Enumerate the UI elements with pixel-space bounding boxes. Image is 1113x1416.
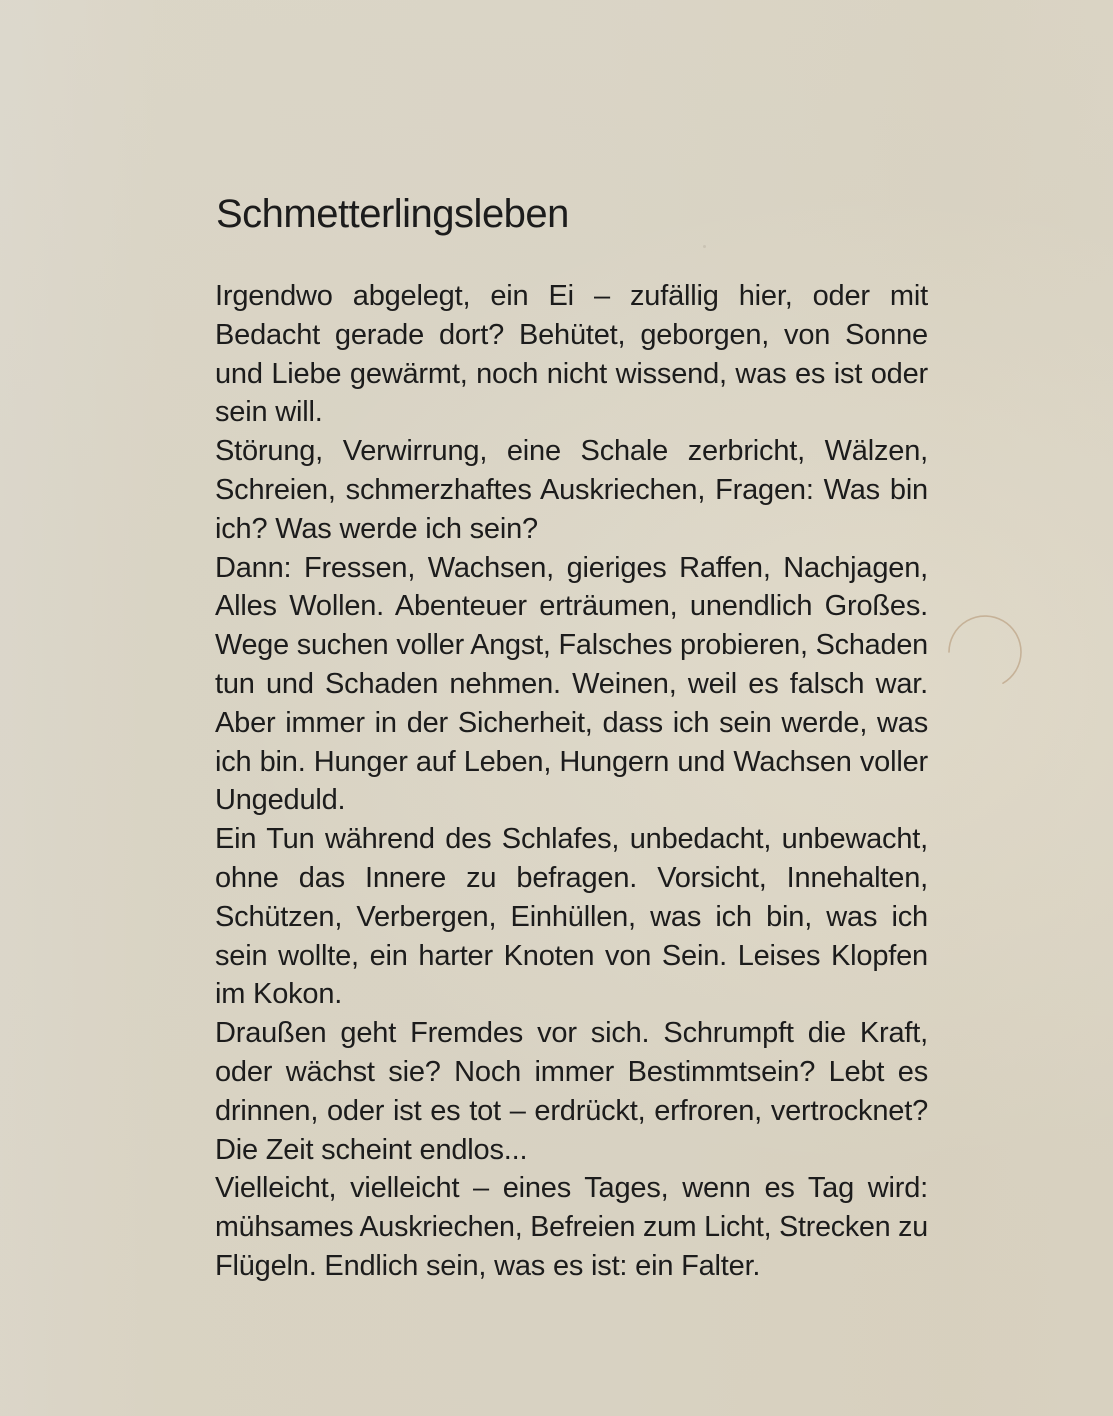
text-line: oder wächst sie? Noch immer Bestimmtsein? Lebt es (215, 1055, 928, 1088)
text-line: ich? Was werde ich sein? (215, 512, 538, 545)
text-line: Flügeln. Endlich sein, was es ist: ein Falter. (215, 1249, 761, 1282)
text-line: im Kokon. (215, 978, 343, 1011)
text-line: Schreien, schmerzhaftes Auskriechen, Fragen: Was bin (215, 473, 928, 506)
text-line: sein wollte, ein harter Knoten von Sein. Leises Klopfen (215, 939, 928, 972)
ring-stain-arc (949, 616, 1021, 683)
text-line: Irgendwo abgelegt, ein Ei – zufällig hier, oder mit (215, 280, 928, 312)
text-line: sein will. (215, 396, 323, 429)
text-line: ich bin. Hunger auf Leben, Hungern und Wachsen voller (215, 745, 928, 778)
text-line: Bedacht gerade dort? Behütet, geborgen, von Sonne (215, 318, 928, 351)
text-line: Dann: Fressen, Wachsen, gieriges Raffen, Nachjagen, (215, 551, 928, 584)
ring-stain-mark (947, 614, 1025, 694)
text-line: Alles Wollen. Abenteuer erträumen, unendlich Großes. (215, 590, 928, 623)
text-line: tun und Schaden nehmen. Weinen, weil es falsch war. (215, 667, 928, 700)
text-line: Schützen, Verbergen, Einhüllen, was ich bin, was ich (215, 900, 928, 933)
text-line: Draußen geht Fremdes vor sich. Schrumpft die Kraft, (215, 1017, 928, 1050)
text-line: Ein Tun während des Schlafes, unbedacht, unbewacht, (215, 823, 928, 856)
text-line: Ungeduld. (215, 784, 346, 817)
text-line: Aber immer in der Sicherheit, dass ich sein werde, was (215, 706, 928, 739)
page-title: Schmetterlingsleben (216, 192, 569, 236)
text-line: Vielleicht, vielleicht – eines Tages, wenn es Tag wird: (215, 1172, 928, 1205)
paper-speck (703, 245, 706, 248)
text-line: und Liebe gewärmt, noch nicht wissend, was es ist oder (215, 357, 928, 390)
text-line: Störung, Verwirrung, eine Schale zerbricht, Wälzen, (215, 435, 928, 468)
text-line: Wege suchen voller Angst, Falsches probieren, Schaden (215, 629, 928, 662)
body-text (215, 277, 928, 1286)
text-line: ohne das Innere zu befragen. Vorsicht, Innehalten, (215, 861, 928, 894)
paper-speck (645, 1262, 648, 1265)
text-line: Die Zeit scheint endlos... (215, 1133, 528, 1166)
text-line: drinnen, oder ist es tot – erdrückt, erfroren, vertrocknet? (215, 1094, 928, 1127)
text-line: mühsames Auskriechen, Befreien zum Licht, Strecken zu (215, 1211, 928, 1244)
